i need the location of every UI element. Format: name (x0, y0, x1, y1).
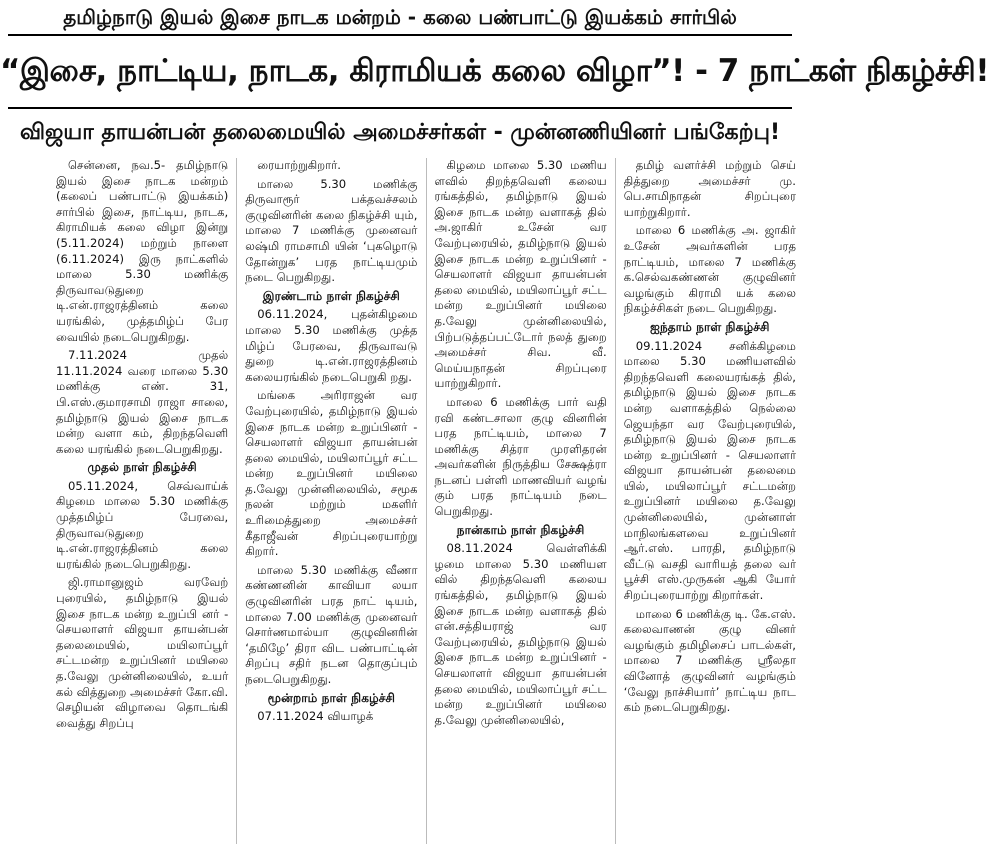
article-column-1 (56, 158, 228, 844)
subheadline: விஜயா தாயன்பன் தலைமையில் அமைச்சர்கள் - முன்னணியினர் பங்கேற்பு! (19, 120, 780, 145)
paragraph: 09.11.2024 சனிக்கிழமை மாலை 5.30 மணியளவில் திறந்தவெளி கலையரங்கத் தில், தமிழ்நாடு இயல் இசை நாடக மன்ற வளாகத்தில் நெல்லை ஜெயந்தா வர வேற்புரையில், தமிழ்நாடு இயல் இசை நாடக மன்ற உறுப்பினர் - செயலாளர் விஜயா தாயன்பன் தலைமை யில், மயிலாப்பூர் சட்டமன்ற உறுப்பினர் மயிலை த.வேலு முன்னிலையில், முன்னாள் மாநிலங்களவை உறுப்பினர் ஆர்.எஸ். பாரதி, தமிழ்நாடு வீட்டு வசதி வாரியத் தலை வர் பூச்சி எஸ்.முருகன் ஆகி யோர் சிறப்புரையாற்று கிறார்கள். (623, 338, 796, 603)
paragraph: கிழமை மாலை 5.30 மணிய ளவில் திறந்தவெளி கலைய ரங்கத்தில், தமிழ்நாடு இயல் இசை நாடக மன்ற வளாகத் தில் அ.ஜாகிர் உசேன் வர வேற்புரையில், தமிழ்நாடு இயல் இசை நாடக மன்ற உறுப்பினர் - செயலாளர் விஜயா தாயன்பன் தலை மையில், மயிலாப்பூர் சட்ட மன்ற உறுப்பினர் மயிலை த.வேலு முன்னிலையில், பிற்படுத்தப்பட்டோர் நலத் துறை அமைச்சர் சிவ. வீ. மெய்யநாதன் சிறப்புரை யாற்றுகிறார். (434, 158, 607, 391)
paragraph: மாலை 5.30 மணிக்கு வீணா கண்ணனின் காவியா லயா குழுவினரின் பரத நாட் டியம், மாலை 7.00 மணிக்கு முனைவர் சொர்ணமால்யா குழுவினரின் ‘தமிழே’ திரா விட பண்பாட்டின் சிறப்பு சதிர் நடன தொகுப்பும் நடைபெறுகிறது. (245, 562, 418, 686)
article-column-4 (624, 158, 796, 844)
section-heading: ஐந்தாம் நாள் நிகழ்ச்சி (650, 319, 770, 334)
paragraph: ரையாற்றுகிறார். (257, 158, 341, 172)
section-heading: முதல் நாள் நிகழ்ச்சி (87, 460, 197, 475)
article-column-2 (245, 158, 417, 844)
kicker-line: தமிழ்நாடு இயல் இசை நாடக மன்றம் - கலை பண்பாட்டு இயக்கம் சார்பில் (63, 5, 737, 29)
middle-rule (8, 107, 792, 109)
column-separator (615, 158, 616, 844)
paragraph: 06.11.2024, புதன்கிழமை மாலை 5.30 மணிக்கு முத்த மிழ்ப் பேரவை, திருவாவடு துறை டி.என்.ராஜரத்தினம் கலையரங்கில் நடைபெறுகி றது. (245, 307, 418, 384)
article-column-3 (435, 158, 607, 844)
paragraph: தமிழ் வளர்ச்சி மற்றும் செய் தித்துறை அமைச்சர் மு. பெ.சாமிநாதன் சிறப்புரை யாற்றுகிறார். (623, 158, 796, 219)
paragraph: மாலை 5.30 மணிக்கு திருவாரூர் பக்தவச்சலம் குழுவினரின் கலை நிகழ்ச்சி யும், மாலை 7 மணிக்கு முனைவர் லஷ்மி ராமசாமி யின் ‘புகழொடு தோன்றுக’ பரத நாட்டியமும் நடை பெறுகிறது. (245, 176, 418, 285)
paragraph: மாலை 6 மணிக்கு டி. கே.எஸ். கலைவாணன் குழு வினர் வழங்கும் தமிழிசைப் பாடல்கள், மாலை 7 மணிக்கு ஸ்ரீலதா வினோத் குழுவினர் வழங்கும் ‘வேலு நாச்சியார்’ நாட்டிய நாட கம் நடைபெறுகிறது. (623, 606, 796, 715)
paragraph: மாலை 6 மணிக்கு பார் வதி ரவி கண்டசாலா குழு வினரின் பரத நாட்டியம், மாலை 7 மணிக்கு சித்ரா முரளிதரன் அவர்களின் நிருத்திய சேக்ஷத்ரா நடனப் பள்ளி மாணவியர் வழங் கும் பரத நாட்டியம் நடை பெறுகிறது. (434, 394, 607, 519)
paragraph: 05.11.2024, செவ்வாய்க் கிழமை மாலை 5.30 மணிக்கு முத்தமிழ்ப் பேரவை, திருவாவடுதுறை டி.என்.ராஜரத்தினம் கலை யரங்கில் நடைபெறுகிறது. (56, 478, 229, 571)
paragraph: சென்னை, நவ.5- தமிழ்நாடு இயல் இசை நாடக மன்றம் (கலைப் பண்பாட்டு இயக்கம்) சார்பில் இசை, நாட்டிய, நாடக, கிராமியக் கலை விழா இன்று (5.11.2024) மற்றும் நாளை (6.11.2024) இரு நாட்களில் மாலை 5.30 மணிக்கு திருவாவடுதுறை டி.என்.ராஜரத்தினம் கலை யரங்கில், முத்தமிழ்ப் பேர வையில் நடைபெறுகிறது. (56, 158, 229, 344)
headline: “இசை, நாட்டிய, நாடக, கிராமியக் கலை விழா”! - 7 நாட்கள் நிகழ்ச்சி! (0, 53, 989, 89)
section-heading: மூன்றாம் நாள் நிகழ்ச்சி (267, 690, 396, 705)
paragraph: மாலை 6 மணிக்கு அ. ஜாகிர் உசேன் அவர்களின் பரத நாட்டியம், மாலை 7 மணிக்கு க.செல்வகண்ணன் குழுவினர் வழங்கும் கிராமி யக் கலை நிகழ்ச்சிகள் நடை பெறுகிறது. (623, 223, 796, 316)
section-heading: நான்காம் நாள் நிகழ்ச்சி (456, 522, 585, 537)
paragraph: 7.11.2024 முதல் 11.11.2024 வரை மாலை 5.30 மணிக்கு எண். 31, பி.எஸ்.குமாரசாமி ராஜா சாலை, தமிழ்நாடு இயல் இசை நாடக மன்ற வளா கம், திறந்தவெளி கலை யரங்கில் நடைபெறுகிறது. (56, 348, 229, 456)
paragraph: 08.11.2024 வெள்ளிக்கி ழமை மாலை 5.30 மணியள வில் திறந்தவெளி கலைய ரங்கத்தில், தமிழ்நாடு இயல் இசை நாடக மன்ற வளாகத் தில் என்.சத்தியராஜ் வர வேற்புரையில், தமிழ்நாடு இயல் இசை நாடக மன்ற உறுப்பினர் - செயலாளர் விஜயா தாயன்பன் தலை மையில், மயிலாப்பூர் சட்ட மன்ற உறுப்பினர் மயிலை த.வேலு முன்னிலையில், (434, 541, 607, 727)
paragraph: 07.11.2024 வியாழக் (257, 709, 374, 724)
paragraph: மங்கை அரிராஜன் வர வேற்புரையில், தமிழ்நாடு இயல் இசை நாடக மன்ற உறுப்பினர் - செயலாளர் விஜயா தாயன்பன் தலை மையில், மயிலாப்பூர் சட்ட மன்ற உறுப்பினர் மயிலை த.வேலு முன்னிலையில், சமூக நலன் மற்றும் மகளிர் உரிமைத்துறை அமைச்சர் கீதாஜீவன் சிறப்புரையாற்று கிறார். (245, 388, 418, 559)
paragraph: ஜி.ராமானுஜம் வரவேற் புரையில், தமிழ்நாடு இயல் இசை நாடக மன்ற உறுப்பி னர் - செயலாளர் விஜயா தாயன்பன் தலைமையில், மயிலாப்பூர் சட்டமன்ற உறுப்பினர் மயிலை த.வேலு முன்னிலையில், உயர் கல் வித்துறை அமைச்சர் கோ.வி. செழியன் விழாவை தொடங்கி வைத்து சிறப்பு (56, 575, 229, 730)
column-separator (236, 158, 237, 844)
article-columns (56, 158, 796, 844)
section-heading: இரண்டாம் நாள் நிகழ்ச்சி (262, 288, 400, 303)
column-separator (426, 158, 427, 844)
